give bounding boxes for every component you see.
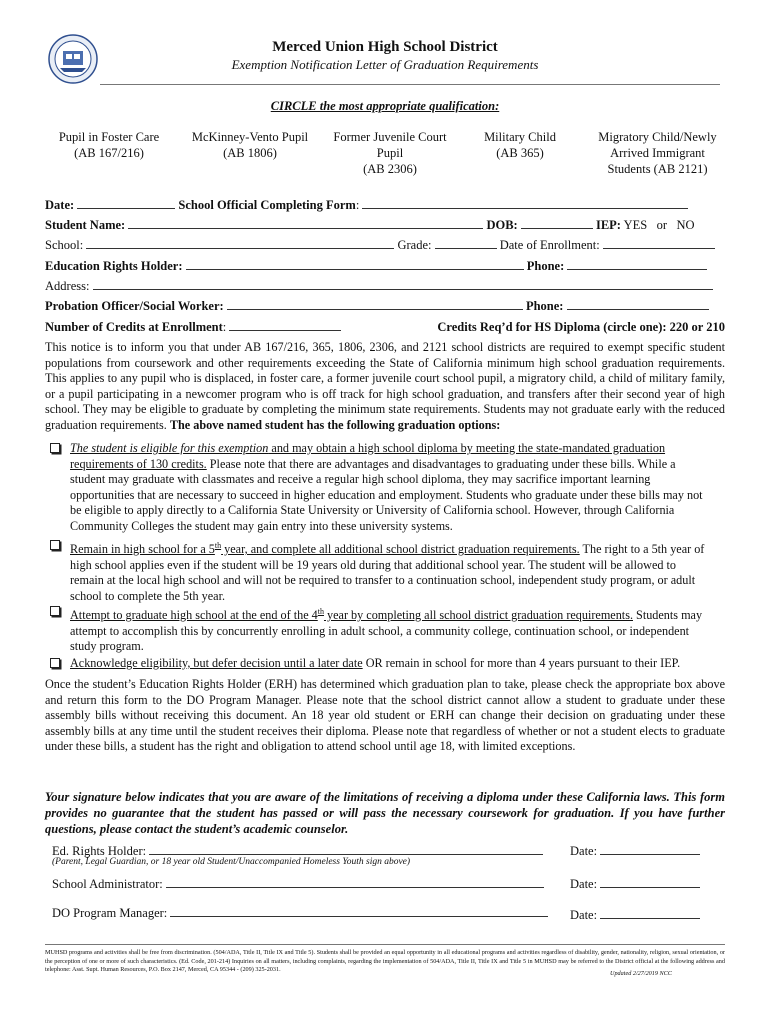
qualification-migratory-child[interactable] [585, 129, 730, 177]
option-lead: Remain in high school for a 5 [70, 542, 215, 557]
option-defer [70, 656, 710, 672]
school-official-field[interactable] [362, 197, 688, 209]
dob-label: DOB: [486, 218, 518, 232]
iep-label: IEP: [595, 218, 621, 232]
grade-label: Grade: [397, 238, 432, 252]
intro-paragraph [45, 340, 725, 434]
admin-date-field[interactable] [600, 876, 700, 888]
signature-admin [52, 876, 544, 892]
iep-or-text: or [656, 218, 668, 232]
iep-yes-option[interactable]: YES [623, 218, 648, 232]
qualification-line: Pupil [376, 146, 404, 160]
qualification-mckinney-vento[interactable] [180, 129, 320, 161]
admin-signature-field[interactable] [166, 876, 544, 888]
qualification-line: (AB 1806) [223, 146, 277, 160]
district-name: Merced Union High School District [272, 39, 498, 55]
qualification-line: McKinney-Vento Pupil [191, 130, 309, 144]
qualification-line: (AB 167/216) [74, 146, 144, 160]
document-header [0, 38, 770, 74]
credits-label: Number of Credits at Enrollment [45, 320, 223, 334]
header-divider [100, 84, 720, 85]
signature-label: Ed. Rights Holder: [52, 844, 147, 858]
signature-do-manager-date [570, 907, 700, 923]
circle-instruction: CIRCLE the most appropriate qualification: [270, 99, 500, 113]
closing-paragraph: Once the student’s Education Rights Holder (ERH) has determined which graduation plan to take, please check the appropriate box above and return this form to the DO Program Manager. Please note that the school district cannot allow a student to graduate under these assembly bills without receiving this document. An 18 year old student or ERH can change their decision on graduating under these assembly bills at any time until the student receives their diploma. Please note that regardless of whether or not a student elects to graduate under these bills, a student has the right and obligation to attend school until age 18, with limited exceptions. [45, 677, 725, 754]
enrollment-label: Date of Enrollment: [499, 238, 600, 252]
grade-field[interactable] [435, 237, 497, 249]
qualification-line: (AB 2306) [363, 162, 417, 176]
qualification-line: Students (AB 2121) [607, 162, 708, 176]
document-title: Exemption Notification Letter of Graduation Requirements [231, 57, 539, 72]
qualification-foster-care[interactable] [44, 129, 174, 161]
probation-phone-label: Phone: [525, 299, 564, 313]
option-lead: Attempt to graduate high school at the end of the 4 [70, 608, 318, 623]
credits-field[interactable] [229, 319, 341, 331]
option-fifth-year-checkbox[interactable] [50, 540, 60, 550]
option-sup: th [317, 607, 324, 616]
erh-signature-field[interactable] [149, 843, 543, 855]
option-detail: OR remain in school for more than 4 years pursuant to their IEP. [362, 656, 681, 670]
qualification-line: Military Child [484, 130, 556, 144]
probation-label: Probation Officer/Social Worker: [45, 299, 224, 313]
option-defer-checkbox[interactable] [50, 658, 60, 668]
signature-admin-date [570, 876, 700, 892]
qualification-line: Migratory Child/Newly [598, 130, 717, 144]
option-exemption [70, 441, 710, 535]
qualification-line: (AB 365) [496, 146, 544, 160]
qualification-line: Arrived Immigrant [610, 146, 705, 160]
intro-text: This notice is to inform you that under AB 167/216, 365, 1806, 2306, and 2121 school districts are required to exempt specific student populations from coursework and other requirements exceeding the State of California minimum high school graduation requirements. This applies to any pupil who is displaced, in foster care, a former juvenile court school pupil, a migratory child, a child of military family, or a pupil participating in a newcomer program who is off track for high school graduation, and transfers after their second year of high school. They may be eligible to graduate by completing the minimum state requirements. Students may not graduate early with the reduced graduation requirements. [45, 340, 725, 432]
qualification-line: Former Juvenile Court [333, 130, 447, 144]
erh-phone-field[interactable] [567, 258, 707, 270]
footer-divider [45, 944, 725, 945]
school-official-label: School Official Completing Form [178, 198, 356, 212]
address-label: Address: [45, 279, 90, 293]
date-label: Date: [570, 908, 598, 922]
date-field[interactable] [77, 197, 175, 209]
do-manager-date-field[interactable] [600, 907, 700, 919]
signature-sub-note: (Parent, Legal Guardian, or 18 year old Student/Unaccompanied Homeless Youth sign above) [52, 857, 411, 867]
option-detail: The right to a 5th year of high school applies even if the student will be 19 years old during that additional school year. The student will be allowed to remain at the local high school and will not be required to transfer to a continuation school, independent study program, or adult school to complete the 5th year. [70, 542, 705, 603]
option-lead-cont: year, and complete all additional school district graduation requirements. [221, 542, 580, 557]
option-lead-cont: and may obtain a high school diploma by meeting the state-mandated graduation requirements of 130 credits. [70, 441, 666, 471]
address-field[interactable] [93, 278, 713, 290]
form-row-address [45, 278, 725, 294]
option-detail: Students may attempt to accomplish this by concurrently enrolling in adult school, a community college, continuation school, or independent study program. [70, 608, 703, 654]
erh-date-field[interactable] [600, 843, 700, 855]
student-name-field[interactable] [128, 217, 483, 229]
erh-field[interactable] [186, 258, 524, 270]
form-row-probation [45, 298, 725, 314]
option-sup: th [214, 541, 222, 550]
option-exemption-checkbox[interactable] [50, 443, 60, 453]
option-lead: The student is eligible for this exemption [70, 441, 269, 455]
signature-note: Your signature below indicates that you are aware of the limitations of receiving a diploma under these California laws. This form provides no guarantee that the student has passed or will pass the necessary coursework for graduation. If you have further questions, please contact the student’s academic counselor. [45, 790, 725, 836]
form-row-student [45, 217, 725, 233]
option-fourth-year-checkbox[interactable] [50, 606, 60, 616]
option-detail: Please note that there are advantages and disadvantages to graduating under these bills. While a student may graduate with classmates and receive a regular high school diploma, they may sacrifice important learning opportunities that are necessary to succeed in higher education and employment. Students who graduate under these bills may not be eligible to apply directly to a California State University or University of California school. However, through California Community Colleges the student may gain entry into these university systems. [70, 456, 703, 533]
qualification-juvenile-court[interactable] [320, 129, 460, 177]
signature-label: DO Program Manager: [52, 906, 168, 920]
dob-field[interactable] [521, 217, 593, 229]
form-row-erh [45, 258, 725, 274]
erh-phone-label: Phone: [526, 259, 565, 273]
probation-phone-field[interactable] [567, 298, 709, 310]
updated-stamp: Updated 2/27/2019 NCC [610, 970, 672, 977]
iep-no-option[interactable]: NO [676, 218, 695, 232]
qualification-line: Pupil in Foster Care [58, 130, 160, 144]
signature-erh-date [570, 843, 700, 859]
option-fourth-year [70, 604, 710, 655]
nondiscrimination-footer: MUHSD programs and activities shall be free from discrimination. (504/ADA, Title II, Title IX and Title 5). Students shall be provided an equal opportunity in all educational programs and activities regardless of disability, gender, nationality, religion, sexual orientation, or the perception of one or more of such characteristics. (Ed. Code, 201-214) Inquiries on all matters, including complaints, regarding the implementation of 504/ADA, Title II, Title IX and Title 5 in MUHSD may be referred to the District official at the following address and telephone: Asst. Supt. Human Resources, P.O. Box 2147, Merced, CA 95344 - (209) 325-2031. [45, 949, 725, 974]
signature-do-manager [52, 905, 548, 921]
form-row-date: Date: School Official Completing Form: [45, 197, 725, 213]
student-name-label: Student Name: [45, 218, 126, 232]
signature-label: School Administrator: [52, 877, 163, 891]
date-label: Date: [570, 844, 598, 858]
option-lead-cont: year by completing all school district graduation requirements. [323, 608, 633, 623]
option-fifth-year [70, 538, 710, 604]
form-row-school [45, 237, 725, 253]
enrollment-field[interactable] [603, 237, 715, 249]
credits-required-label[interactable]: Credits Req’d for HS Diploma (circle one): 220 or 210 [437, 320, 725, 334]
qualification-military-child[interactable] [465, 129, 575, 161]
intro-bold-text: The above named student has the following graduation options: [169, 417, 501, 432]
school-field[interactable] [86, 237, 394, 249]
date-label: Date: [570, 877, 598, 891]
do-manager-signature-field[interactable] [170, 905, 548, 917]
erh-label: Education Rights Holder: [45, 259, 183, 273]
date-label: Date: [45, 198, 75, 212]
form-row-credits: Number of Credits at Enrollment: Credits Req’d for HS Diploma (circle one): 220 or 210 [45, 320, 725, 334]
school-label: School: [45, 238, 84, 252]
option-lead: Acknowledge eligibility, but defer decision until a later date [70, 656, 363, 670]
probation-field[interactable] [227, 298, 523, 310]
